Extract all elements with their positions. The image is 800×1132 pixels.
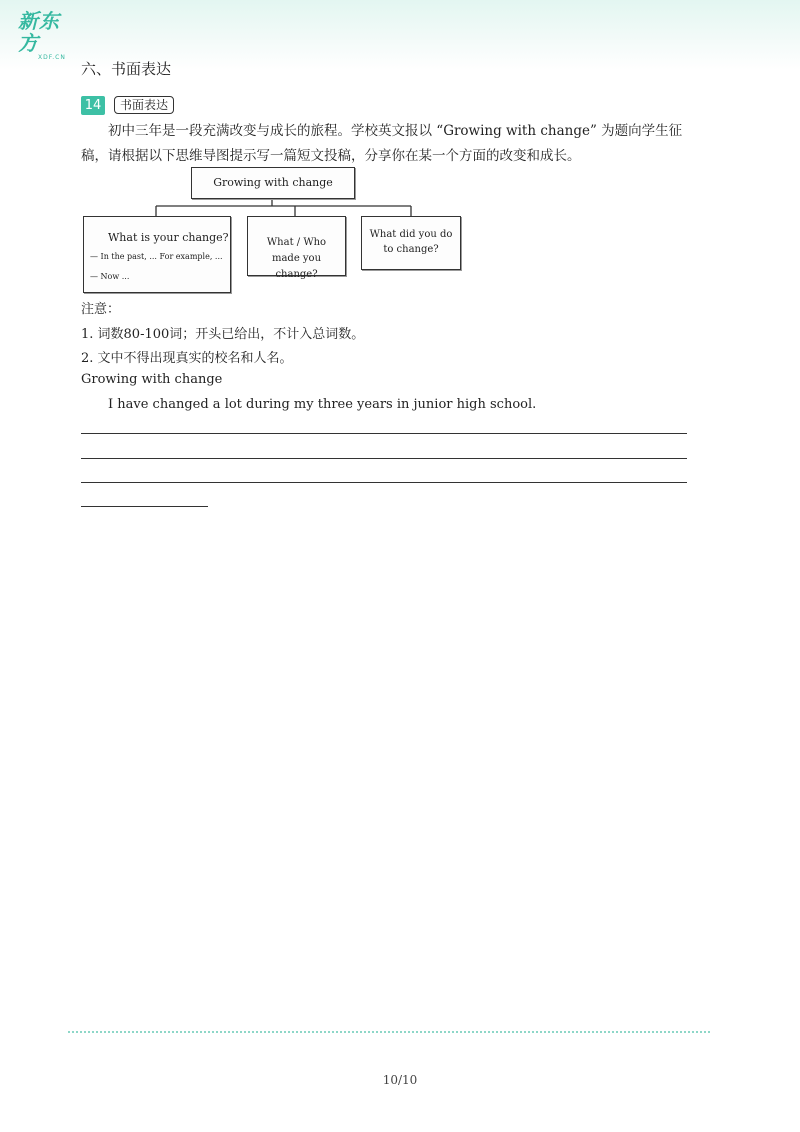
prompt-line-2: 稿，请根据以下思维导图提示写一篇短文投稿，分享你在某一个方面的改变和成长。 [81,148,581,164]
note-1: 1. 词数80-100词；开头已给出，不计入总词数。 [81,327,365,342]
answer-line [81,433,687,434]
mind-map-root: Growing with change [191,167,355,199]
node-action-title: What did you do to change? [369,229,453,255]
mind-map [81,162,463,298]
node-change-line-now: — Now ... [90,272,130,281]
note-2: 2. 文中不得出现真实的校名和人名。 [81,351,293,366]
logo-subtext: XDF.CN [38,54,66,61]
node-cause-title: What / Who made you change? [266,237,327,280]
mind-map-node-action [361,216,461,270]
page-number: 10/10 [382,1073,418,1087]
question-number-badge: 14 [81,96,105,115]
essay-opening: I have changed a lot during my three years in junior high school. [108,397,537,412]
prompt-line-1: 初中三年是一段充满改变与成长的旅程。学校英文报以 “Growing with change” 为题向学生征 [108,123,683,139]
xdf-logo [18,9,80,61]
section-title: 六、书面表达 [81,60,172,78]
node-change-title: What is your change? [108,231,229,244]
node-change-line-past: — In the past, ... For example, ... [90,252,223,261]
question-type-tag: 书面表达 [114,96,174,114]
mind-map-node-change [83,216,231,293]
footer-divider [68,1031,710,1033]
answer-line [81,482,687,483]
mind-map-node-cause [247,216,346,280]
answer-line-short [81,506,208,507]
answer-line [81,458,687,459]
logo-text: 新东方 [18,9,60,55]
notes-heading: 注意： [81,302,121,317]
essay-title: Growing with change [81,372,223,387]
